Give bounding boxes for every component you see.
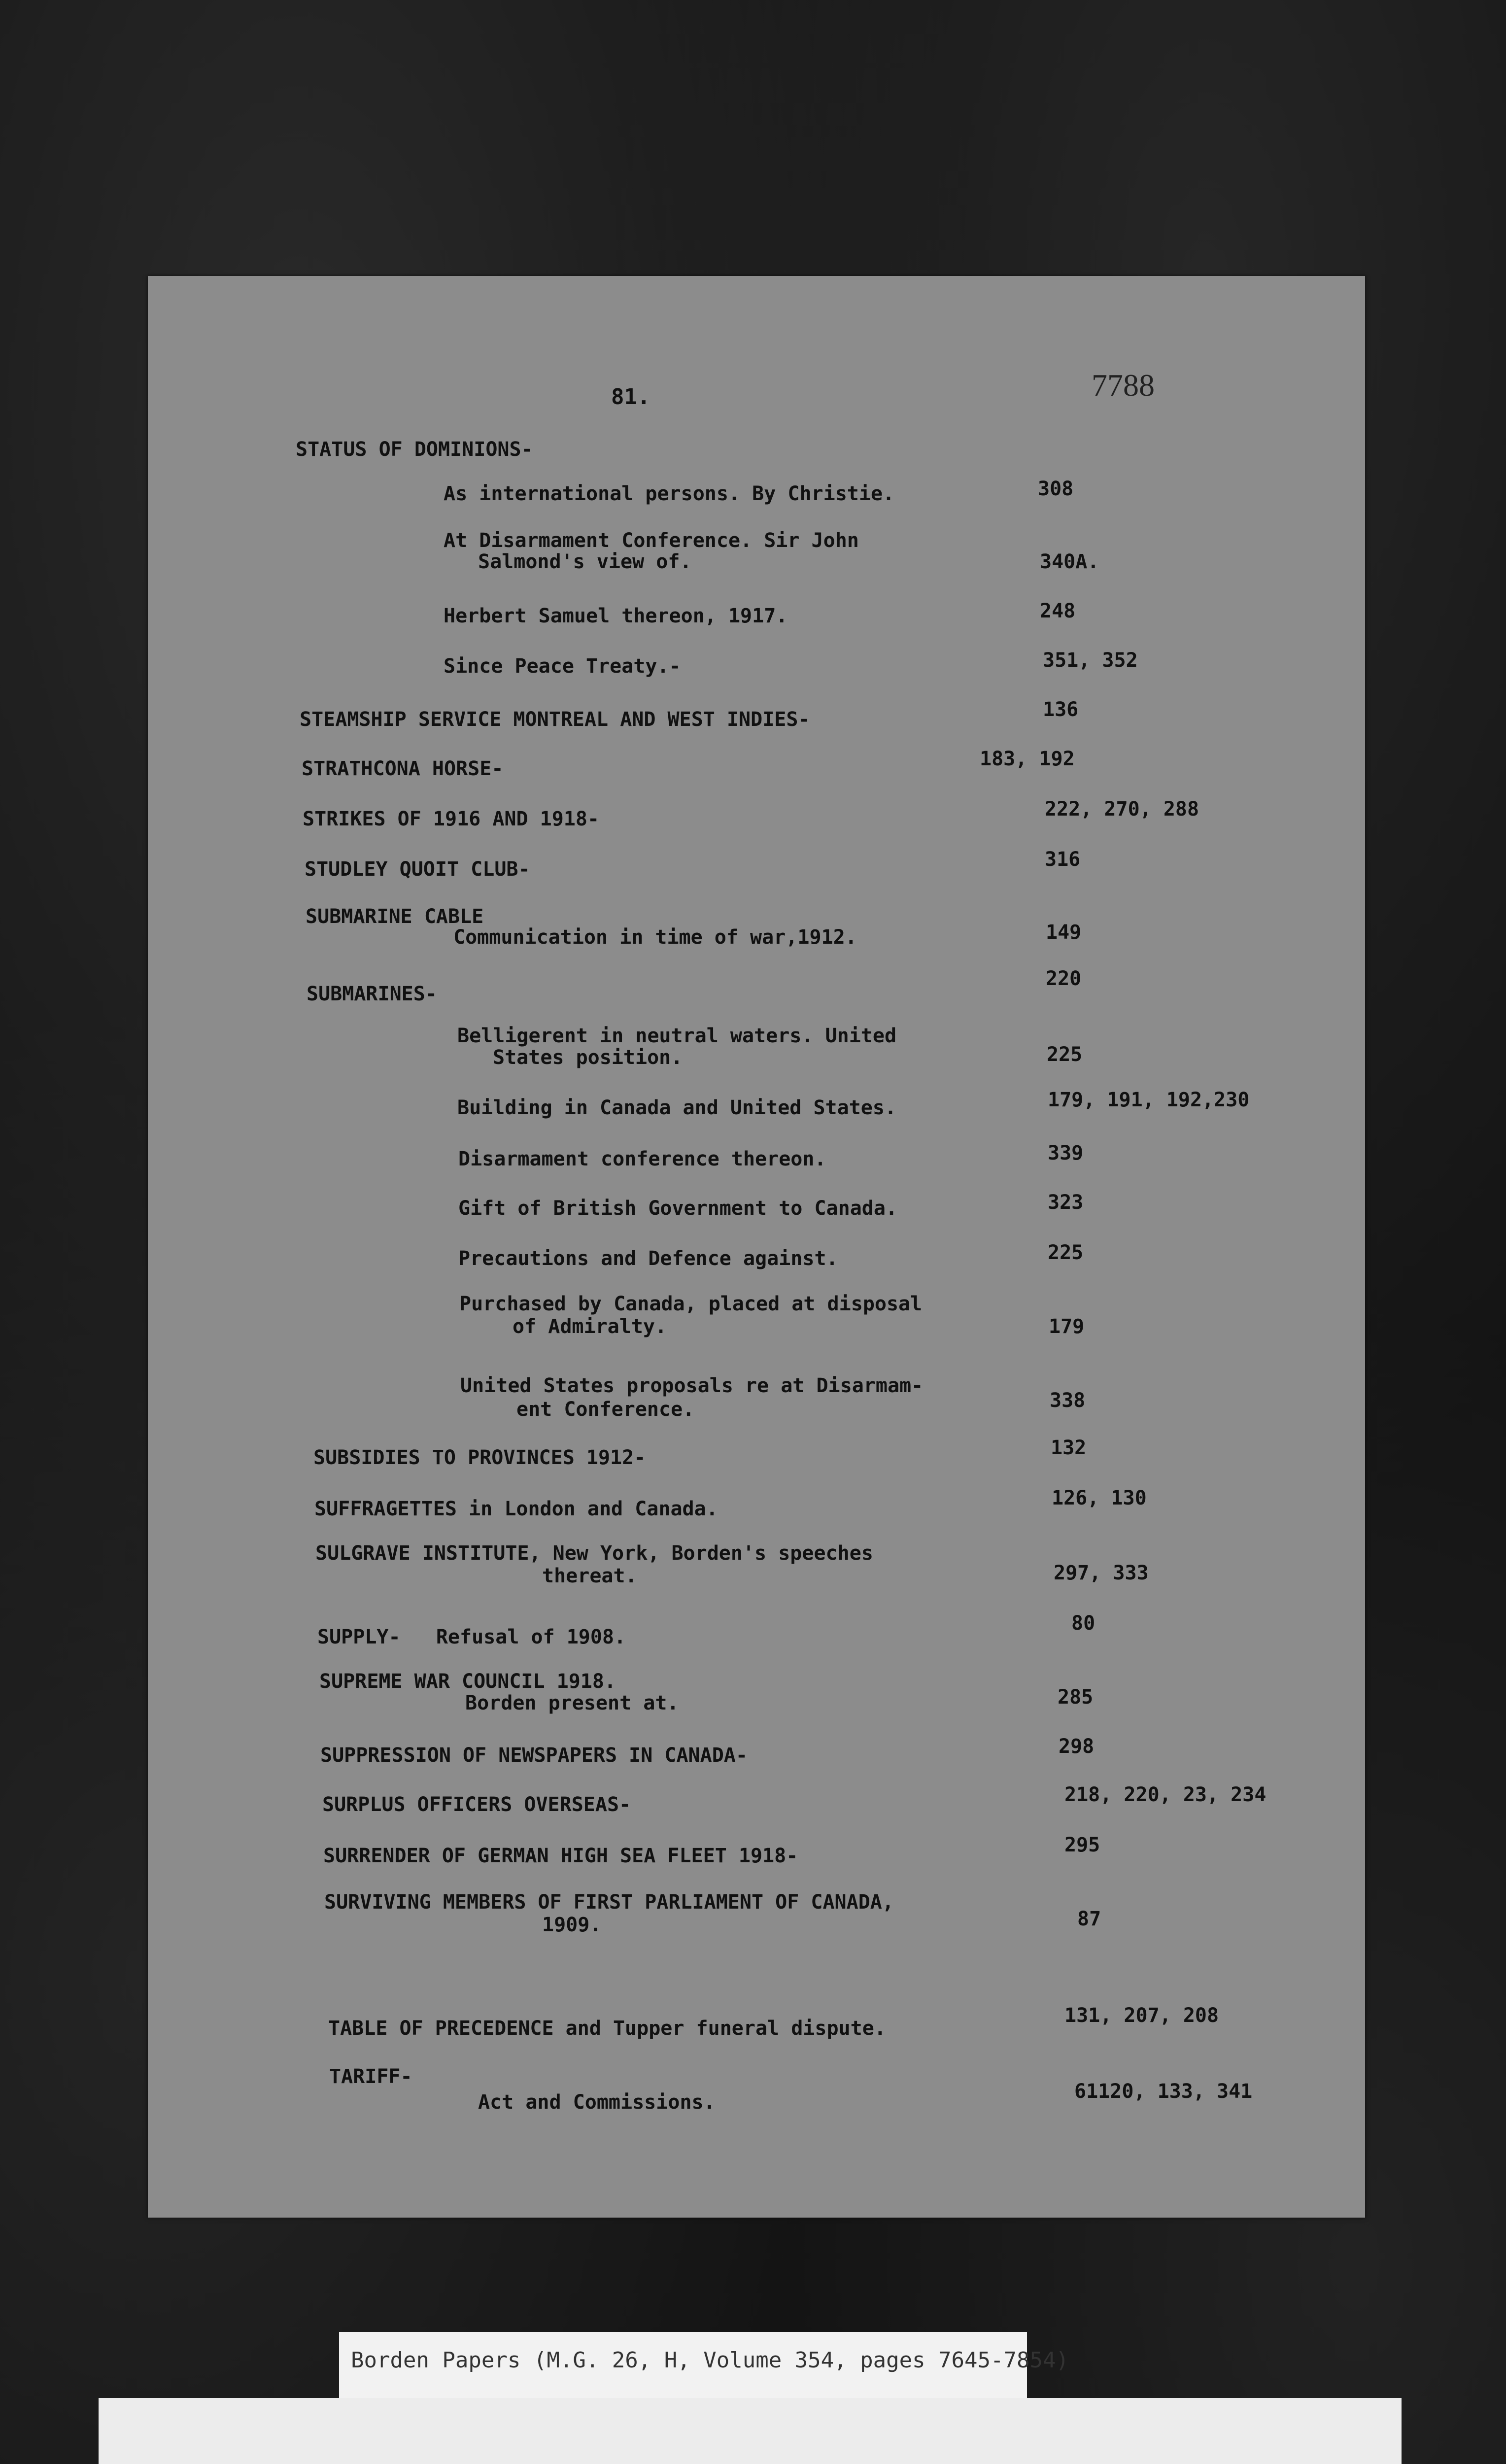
index-line: Purchased by Canada, placed at disposal — [459, 1293, 923, 1315]
index-line: STRIKES OF 1916 AND 1918- — [303, 808, 600, 830]
index-line: SUPPLY- Refusal of 1908. — [317, 1626, 626, 1648]
index-line: 295 — [1064, 1834, 1100, 1856]
page-number: 81. — [611, 384, 650, 410]
index-line: TARIFF- — [329, 2065, 412, 2088]
index-line: SUPPRESSION OF NEWSPAPERS IN CANADA- — [320, 1744, 748, 1767]
index-line: States position. — [493, 1046, 683, 1069]
index-line: 222, 270, 288 — [1045, 798, 1199, 821]
stamp-number: 7788 — [1092, 368, 1155, 403]
index-line: 80 — [1071, 1612, 1095, 1635]
index-line: SUPREME WAR COUNCIL 1918. — [319, 1670, 616, 1693]
index-line: Disarmament conference thereon. — [458, 1148, 826, 1170]
index-line: 323 — [1048, 1191, 1084, 1214]
index-line: SURPLUS OFFICERS OVERSEAS- — [322, 1793, 631, 1816]
index-line: 1909. — [542, 1914, 602, 1936]
index-line: 339 — [1048, 1142, 1084, 1164]
index-line: 220 — [1046, 967, 1082, 990]
index-line: 126, 130 — [1052, 1487, 1147, 1509]
index-line: 179 — [1049, 1315, 1085, 1338]
index-line: 179, 191, 192,230 — [1048, 1089, 1250, 1111]
index-line: of Admiralty. — [513, 1315, 667, 1338]
index-line: United States proposals re at Disarmam- — [460, 1374, 924, 1397]
index-line: 340A. — [1040, 550, 1099, 573]
index-line: 132 — [1051, 1437, 1087, 1459]
index-line: 351, 352 — [1043, 649, 1138, 672]
index-line: 285 — [1058, 1686, 1094, 1709]
index-line: STUDLEY QUOIT CLUB- — [305, 858, 530, 881]
index-line: ent Conference. — [516, 1398, 695, 1421]
index-line: 131, 207, 208 — [1064, 2004, 1219, 2027]
index-line: 308 — [1038, 478, 1074, 500]
archives-label — [99, 2398, 1402, 2464]
index-line: Salmond's view of. — [478, 550, 692, 573]
index-line: Gift of British Government to Canada. — [458, 1197, 898, 1220]
index-line: SULGRAVE INSTITUTE, New York, Borden's speeches — [315, 1542, 873, 1565]
index-line: 316 — [1045, 848, 1081, 871]
index-line: STATUS OF DOMINIONS- — [296, 438, 533, 461]
document-page — [148, 276, 1365, 2218]
index-line: 225 — [1047, 1043, 1083, 1066]
index-line: 248 — [1040, 600, 1076, 622]
index-line: 225 — [1048, 1241, 1084, 1264]
index-line: 149 — [1046, 921, 1082, 944]
index-line: TABLE OF PRECEDENCE and Tupper funeral dispute. — [328, 2017, 886, 2040]
index-line: Precautions and Defence against. — [458, 1247, 838, 1270]
index-line: SUBSIDIES TO PROVINCES 1912- — [313, 1446, 646, 1469]
index-line: SURVIVING MEMBERS OF FIRST PARLIAMENT OF CANADA, — [324, 1891, 894, 1914]
index-line: STEAMSHIP SERVICE MONTREAL AND WEST INDIES- — [300, 708, 810, 731]
reel-caption: Borden Papers (M.G. 26, H, Volume 354, pages 7645-7854) — [339, 2332, 1027, 2398]
index-line: thereat. — [542, 1565, 637, 1587]
index-line: Herbert Samuel thereon, 1917. — [444, 605, 788, 627]
index-line: Borden present at. — [465, 1692, 679, 1714]
index-line: SUFFRAGETTES in London and Canada. — [314, 1498, 718, 1520]
index-line: Since Peace Treaty.- — [444, 655, 681, 678]
index-line: SUBMARINE CABLE — [306, 905, 484, 928]
index-line: As international persons. By Christie. — [444, 482, 895, 505]
index-line: At Disarmament Conference. Sir John — [444, 529, 859, 552]
index-line: Act and Commissions. — [478, 2091, 716, 2114]
index-line: 136 — [1043, 698, 1079, 721]
index-line: STRATHCONA HORSE- — [302, 757, 504, 780]
index-line: SUBMARINES- — [307, 983, 437, 1005]
index-line: Belligerent in neutral waters. United — [457, 1025, 897, 1047]
index-line: SURRENDER OF GERMAN HIGH SEA FLEET 1918- — [323, 1845, 798, 1867]
index-line: 61120, 133, 341 — [1074, 2080, 1253, 2103]
index-line: 183, 192 — [980, 748, 1075, 770]
index-line: 338 — [1050, 1389, 1086, 1412]
index-line: 298 — [1059, 1735, 1095, 1758]
index-line: Communication in time of war,1912. — [453, 926, 857, 949]
index-line: 297, 333 — [1054, 1562, 1149, 1584]
index-line: Building in Canada and United States. — [457, 1096, 897, 1119]
index-line: 218, 220, 23, 234 — [1064, 1783, 1266, 1806]
index-line: 87 — [1077, 1908, 1101, 1930]
